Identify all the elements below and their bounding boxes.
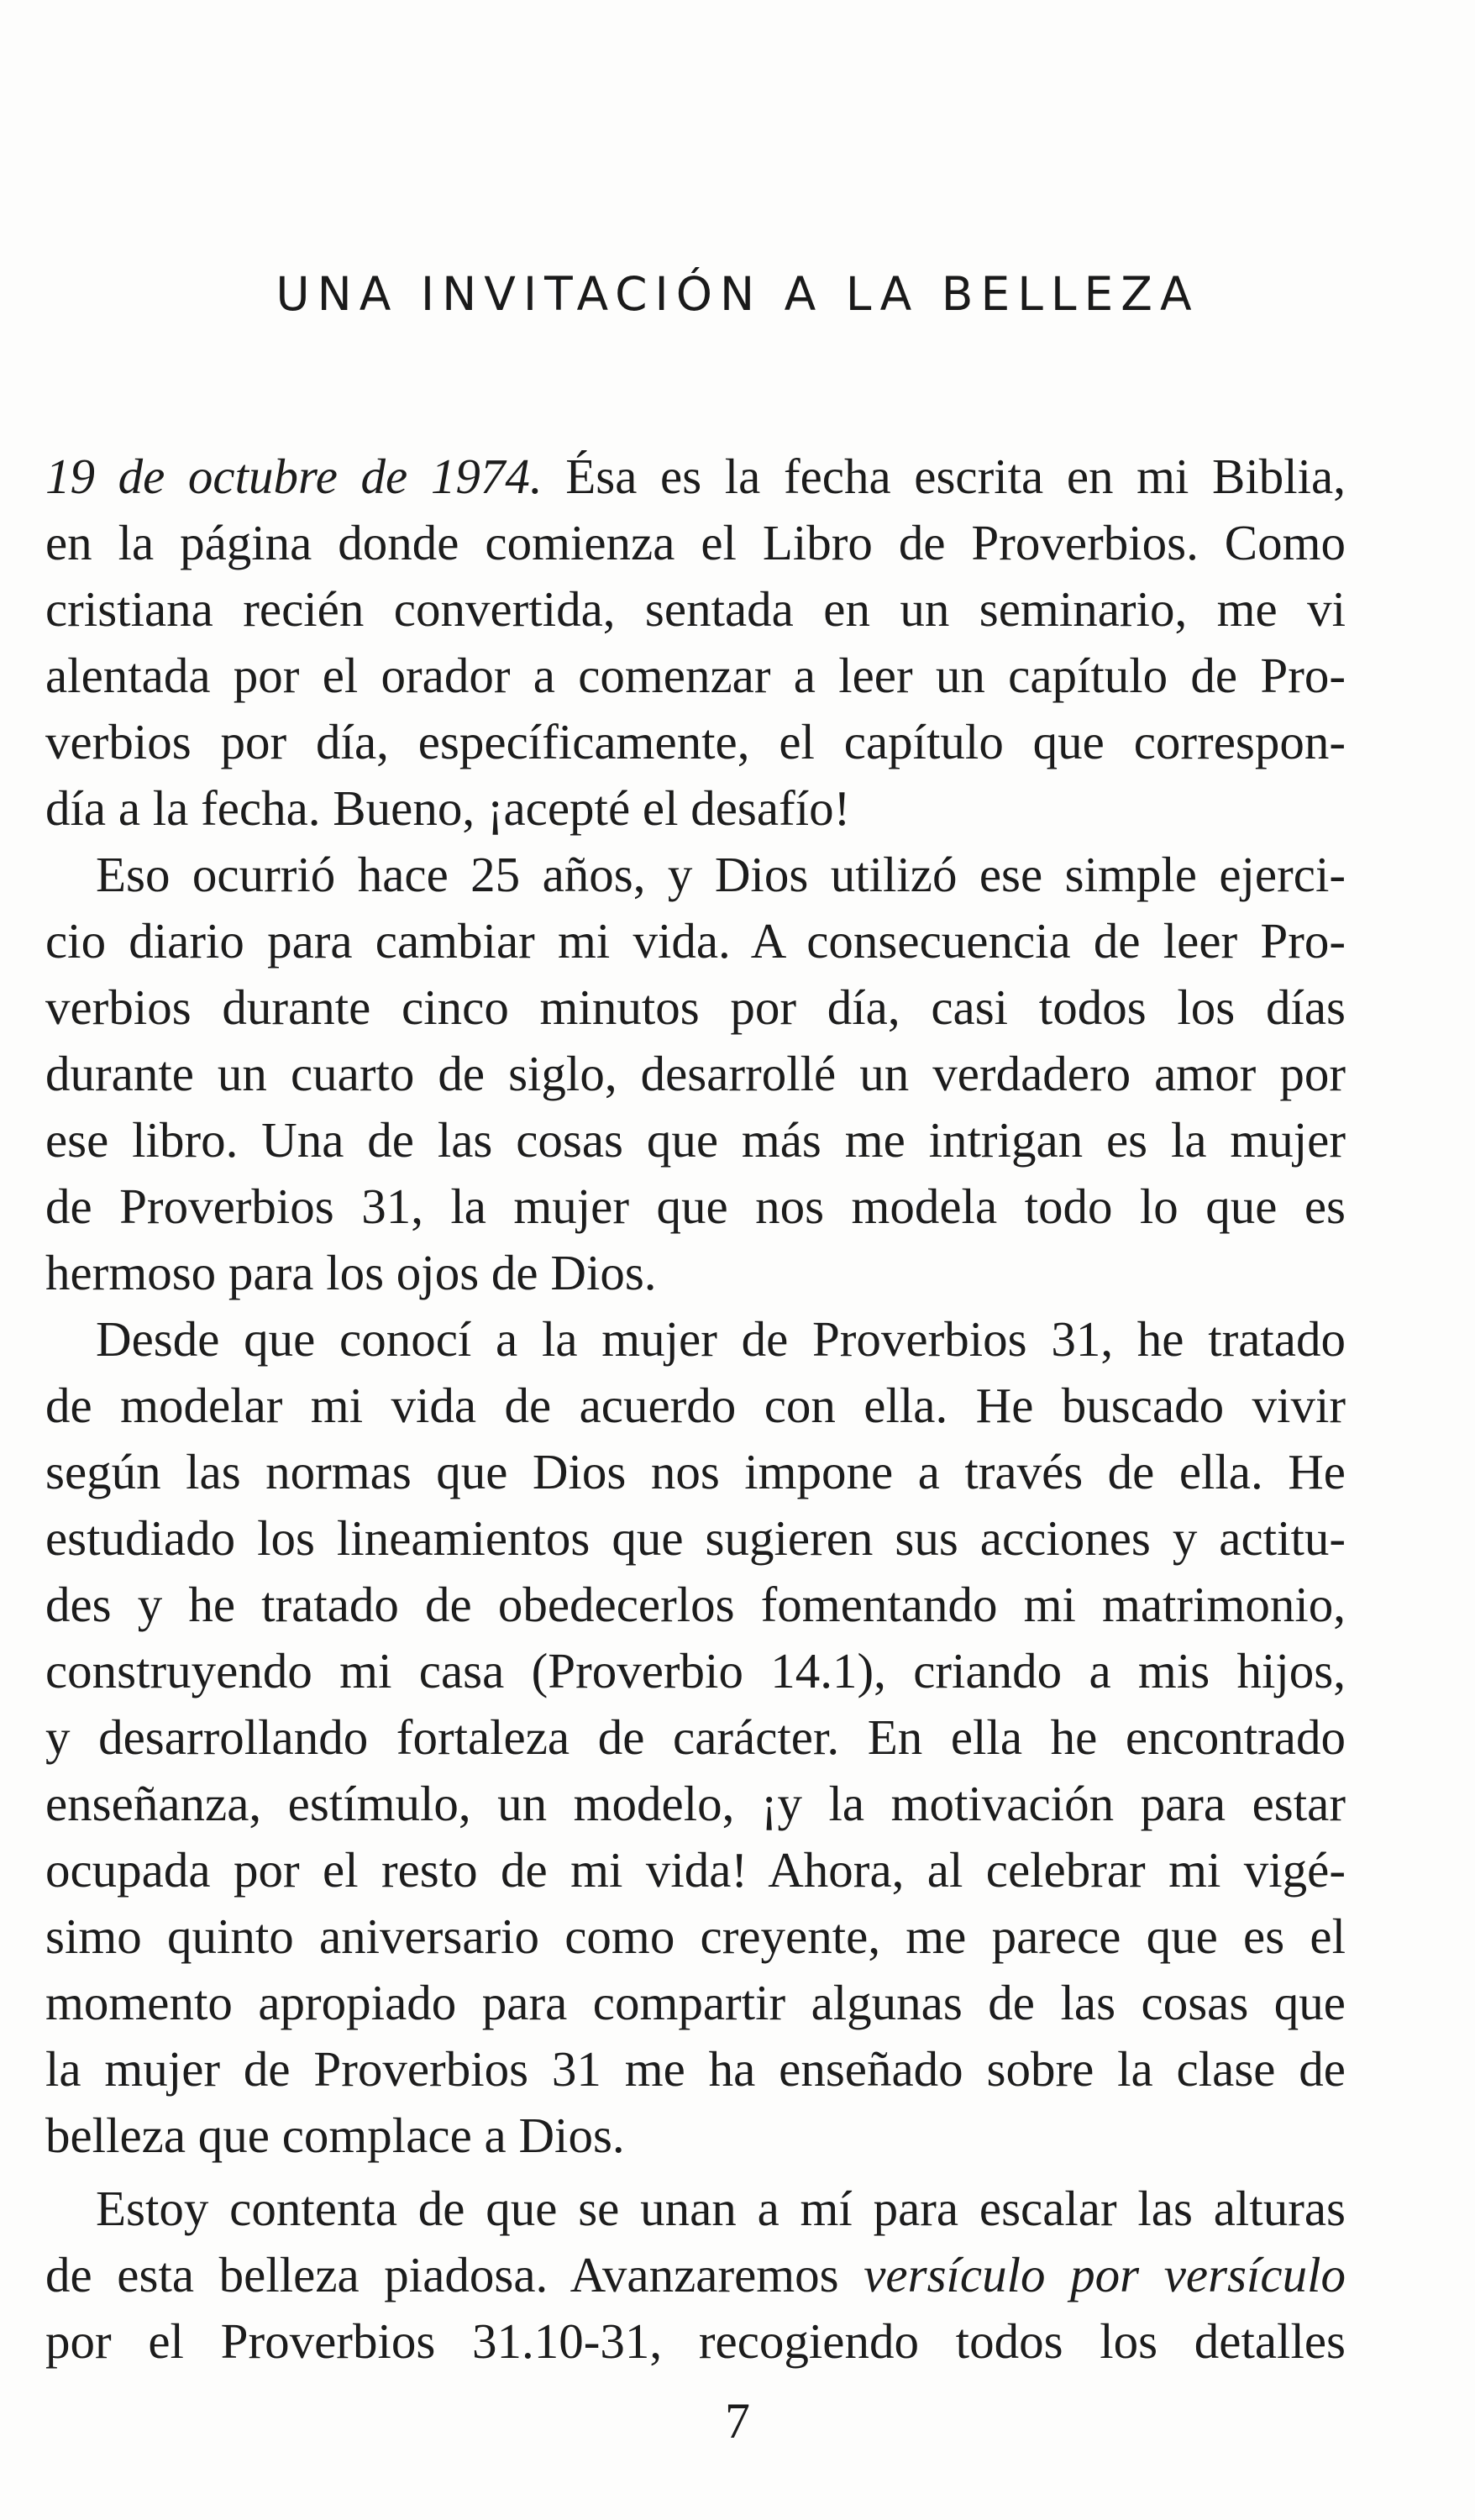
text-line: simo quinto aniversario como creyente, me parece que es el: [45, 1908, 1346, 1964]
text-line: según las normas que Dios nos impone a través de ella. He: [45, 1444, 1346, 1499]
text-line: belleza que complace a Dios.: [45, 2108, 625, 2163]
text-line: cio diario para cambiar mi vida. A consecuencia de leer Pro-: [45, 913, 1346, 969]
text-line: estudiado los lineamientos que sugieren sus acciones y actitu-: [45, 1510, 1346, 1566]
text-line: de Proverbios 31, la mujer que nos modela todo lo que es: [45, 1179, 1346, 1234]
text-line: durante un cuarto de siglo, desarrollé un verdadero amor por: [45, 1046, 1346, 1101]
paragraph-3: [45, 1306, 1346, 2169]
text-line: por el Proverbios 31.10-31, recogiendo todos los detalles: [45, 2313, 1346, 2369]
text-line: día a la fecha. Bueno, ¡acepté el desafío!: [45, 780, 851, 836]
paragraph-1: [45, 444, 1346, 842]
line-text: Ésa es la fecha escrita en mi Biblia,: [542, 449, 1346, 504]
page-number: 7: [725, 2393, 750, 2449]
text-line: des y he tratado de obedecerlos fomentando mi matrimonio,: [45, 1577, 1346, 1632]
text-line: [45, 444, 1346, 510]
paragraph-2: [45, 842, 1346, 1306]
text-line: la mujer de Proverbios 31 me ha enseñado sobre la clase de: [45, 2041, 1346, 2097]
text-line: de modelar mi vida de acuerdo con ella. He buscado vivir: [45, 1378, 1346, 1433]
text-line: ocupada por el resto de mi vida! Ahora, al celebrar mi vigé-: [45, 1842, 1346, 1898]
text-line: cristiana recién convertida, sentada en un seminario, me vi: [45, 581, 1346, 637]
text-line: Eso ocurrió hace 25 años, y Dios utilizó ese simple ejerci-: [96, 847, 1346, 902]
text-line: alentada por el orador a comenzar a leer un capítulo de Pro-: [45, 648, 1346, 703]
text-line: [45, 2242, 1346, 2308]
line-text: de esta belleza piadosa. Avanzaremos: [45, 2247, 864, 2302]
text-line: en la página donde comienza el Libro de Proverbios. Como: [45, 515, 1346, 570]
text-line: Desde que conocí a la mujer de Proverbios 31, he tratado: [96, 1311, 1346, 1367]
text-line: momento apropiado para compartir algunas de las cosas que: [45, 1975, 1346, 2030]
text-line: Estoy contenta de que se unan a mí para escalar las alturas: [96, 2181, 1346, 2236]
emphasis-italic: versículo por versículo: [863, 2247, 1346, 2302]
text-line: construyendo mi casa (Proverbio 14.1), criando a mis hijos,: [45, 1643, 1346, 1698]
body-text: [45, 444, 1346, 2375]
text-line: verbios durante cinco minutos por día, casi todos los días: [45, 979, 1346, 1035]
paragraph-4: [45, 2176, 1346, 2375]
chapter-title: UNA INVITACIÓN A LA BELLEZA: [276, 267, 1199, 321]
text-line: ese libro. Una de las cosas que más me intrigan es la mujer: [45, 1112, 1346, 1168]
text-line: y desarrollando fortaleza de carácter. En ella he encontrado: [45, 1709, 1346, 1765]
text-line: verbios por día, específicamente, el capítulo que correspon-: [45, 714, 1346, 769]
text-line: enseñanza, estímulo, un modelo, ¡y la motivación para estar: [45, 1776, 1346, 1831]
text-line: hermoso para los ojos de Dios.: [45, 1245, 657, 1300]
date-italic: 19 de octubre de 1974.: [45, 449, 543, 504]
